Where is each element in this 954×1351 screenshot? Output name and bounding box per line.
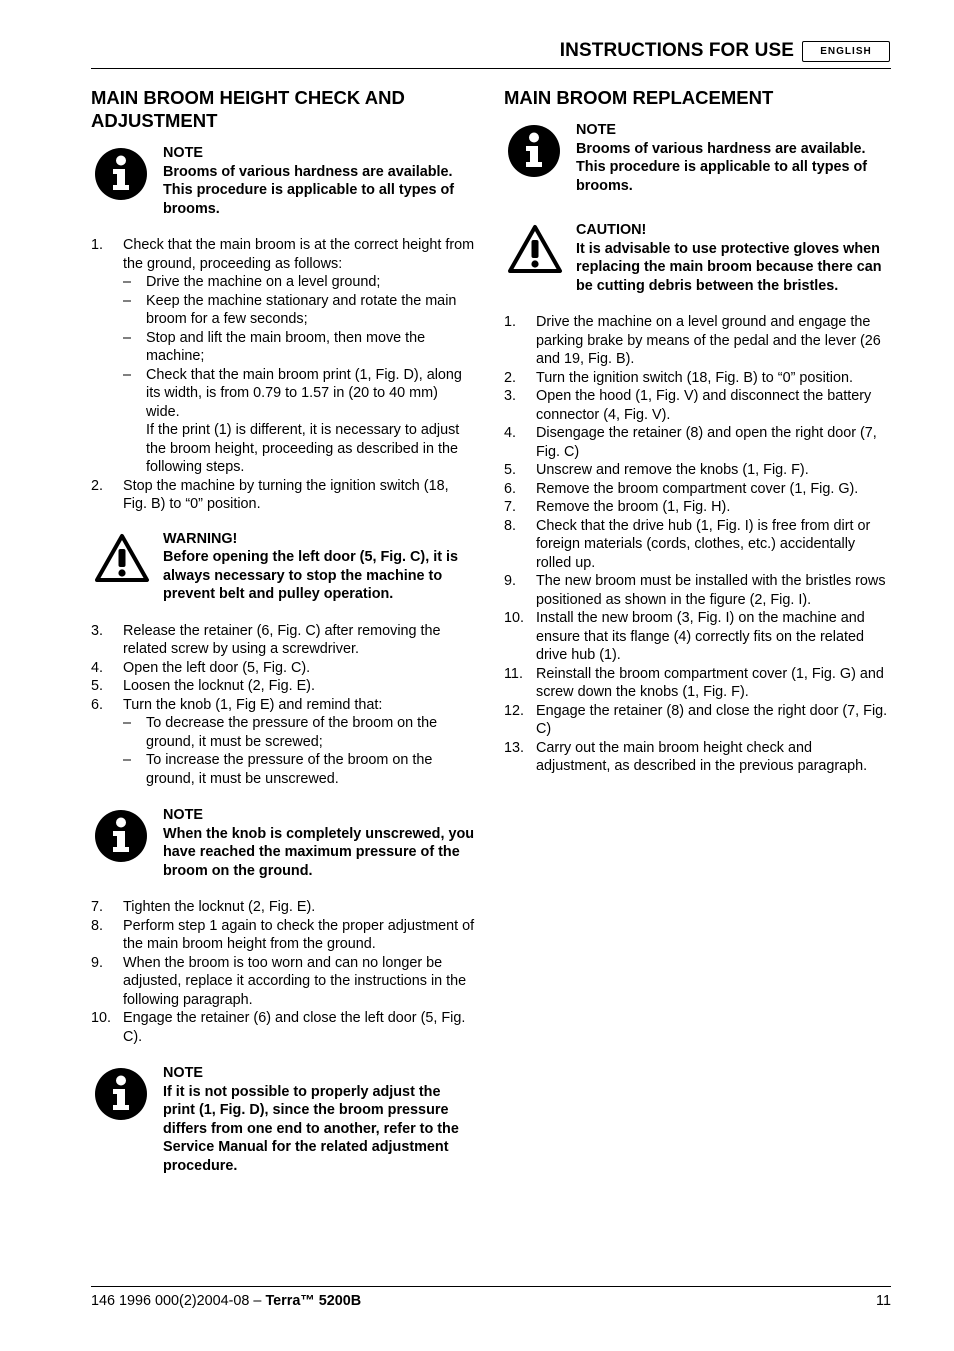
sub-item: – Check that the main broom print (1, Fig. D), along its width, is from 0.79 to 1.57 in (20 to 40 mm) wide. If the print (1) is different, it is necessary to adjust the broom height, proceeding as described in the following steps.: [123, 366, 475, 477]
step-text: When the broom is too worn and can no longer be adjusted, replace it according to the instructions in the following paragraph.: [123, 954, 467, 1008]
note-title: NOTE: [576, 122, 616, 138]
sub-item-text: To increase the pressure of the broom on the ground, it must be unscrewed.: [146, 752, 433, 787]
step-text: The new broom must be installed with the bristles rows positioned as shown in the figure (2, Fig. I).: [536, 573, 886, 608]
note-box: [91, 144, 475, 218]
footer-doc-code: 146 1996 000(2)2004-08 –: [91, 1293, 266, 1309]
note-text: Brooms of various hardness are available. This procedure is applicable to all types of brooms.: [576, 140, 868, 194]
list-item: [91, 917, 475, 954]
step-text: Perform step 1 again to check the proper adjustment of the main broom height from the ground.: [123, 917, 475, 952]
step-text: Stop the machine by turning the ignition switch (18, Fig. B) to “0” position.: [123, 477, 449, 512]
list-item: [504, 424, 888, 461]
step-number: 7.: [504, 499, 517, 515]
sub-item: – Stop and lift the main broom, then move the machine;: [123, 329, 426, 364]
section-heading-replacement: MAIN BROOM REPLACEMENT: [504, 87, 774, 108]
step-text: Install the new broom (3, Fig. I) on the machine and ensure that its flange (4) correctly fits on the related drive hub (1).: [536, 610, 865, 663]
step-number: 3.: [91, 622, 104, 639]
step-number: 8.: [504, 517, 517, 534]
step-text: Remove the broom (1, Fig. H).: [536, 499, 731, 515]
note-box: [91, 1064, 475, 1175]
sub-item-text: Stop and lift the main broom, then move the machine;: [146, 329, 426, 364]
step-text: Drive the machine on a level ground and engage the parking brake by means of the pedal and the lever (26 and 19, Fig. B).: [536, 314, 881, 367]
list-item: [504, 480, 888, 499]
list-item: [91, 1009, 475, 1046]
list-item: [504, 387, 888, 424]
step-text: Check that the drive hub (1, Fig. I) is free from dirt or foreign materials (cords, clothes, etc.) accidentally rolled up.: [536, 517, 871, 571]
list-item: [504, 572, 888, 609]
header-title: INSTRUCTIONS FOR USE: [559, 40, 794, 61]
step-number: 13.: [504, 739, 525, 756]
step-text: Check that the main broom is at the correct height from the ground, proceeding as follows:: [123, 237, 475, 272]
step-number: 11.: [504, 665, 523, 682]
step-text: Engage the retainer (6) and close the left door (5, Fig. C).: [123, 1010, 466, 1045]
step-number: 5.: [91, 678, 104, 694]
step-number: 5.: [504, 462, 517, 478]
step-number: 9.: [504, 573, 517, 589]
step-number: 10.: [504, 610, 525, 626]
step-text: Release the retainer (6, Fig. C) after removing the related screw by using a screwdriver.: [123, 622, 441, 657]
list-item: [504, 517, 888, 573]
note-title: NOTE: [163, 1065, 203, 1081]
list-item: [504, 665, 888, 702]
info-icon: [94, 147, 148, 207]
list-item: [504, 702, 888, 739]
step-number: 9.: [91, 954, 104, 971]
step-text: Loosen the locknut (2, Fig. E).: [123, 678, 315, 694]
step-number: 12.: [504, 702, 525, 719]
sub-list: [123, 273, 475, 477]
step-number: 10.: [91, 1010, 112, 1026]
step-number: 4.: [504, 425, 517, 441]
note-title: NOTE: [163, 807, 203, 823]
warning-text: Before opening the left door (5, Fig. C), it is always necessary to stop the machine to prevent belt and pulley operation.: [163, 549, 459, 602]
sub-item: – Keep the machine stationary and rotate the main broom for a few seconds;: [123, 292, 457, 327]
info-icon: [94, 1067, 148, 1127]
list-item: [91, 696, 475, 789]
steps-list: [504, 313, 888, 776]
page-header: [91, 38, 891, 69]
note-box: [504, 121, 888, 195]
note-text: When the knob is completely unscrewed, you have reached the maximum pressure of the broom on the ground.: [163, 825, 475, 879]
step-number: 4.: [91, 659, 104, 676]
page-number: 11: [876, 1293, 891, 1309]
step-text: Reinstall the broom compartment cover (1, Fig. G) and screw down the knobs (1, Fig. F).: [536, 665, 884, 700]
warning-box: [91, 530, 475, 604]
note-text: If it is not possible to properly adjust the print (1, Fig. D), since the broom pressure differs from one end to another, refer to the Service Manual for the related adjustment procedure.: [163, 1083, 459, 1174]
step-text: Tighten the locknut (2, Fig. E).: [123, 899, 316, 915]
step-text: Open the hood (1, Fig. V) and disconnect the battery connector (4, Fig. V).: [536, 388, 872, 423]
sub-item-text: To decrease the pressure of the broom on the ground, it must be screwed;: [146, 715, 438, 750]
step-number: 1.: [91, 237, 104, 253]
list-item: [504, 313, 888, 369]
sub-item-note: If the print (1) is different, it is necessary to adjust the broom height, proceeding as described in the following steps.: [146, 422, 460, 475]
step-text: Remove the broom compartment cover (1, Fig. G).: [536, 480, 859, 497]
list-item: [504, 461, 888, 480]
step-number: 3.: [504, 388, 517, 404]
list-item: [91, 659, 475, 678]
section-heading-height-check: MAIN BROOM HEIGHT CHECK AND ADJUSTMENT: [91, 87, 405, 131]
list-item: [504, 609, 888, 665]
sub-item-text: Check that the main broom print (1, Fig. D), along its width, is from 0.79 to 1.57 in (20 to 40 mm) wide.: [146, 366, 462, 420]
step-number: 7.: [91, 899, 104, 915]
list-item: [91, 677, 475, 696]
list-item: [91, 477, 475, 514]
info-icon: [94, 809, 148, 869]
step-number: 6.: [504, 480, 517, 497]
list-item: [91, 954, 475, 1010]
sub-list: [123, 714, 475, 788]
steps-list: [91, 622, 475, 789]
caution-box: [504, 221, 888, 295]
list-item: [504, 498, 888, 517]
step-text: Unscrew and remove the knobs (1, Fig. F).: [536, 462, 809, 478]
steps-list: [91, 236, 475, 514]
steps-list: [91, 898, 475, 1046]
warning-icon: [94, 533, 150, 589]
warning-title: WARNING!: [163, 530, 238, 547]
step-number: 1.: [504, 314, 517, 330]
step-number: 2.: [91, 477, 104, 494]
step-text: Turn the knob (1, Fig E) and remind that:: [123, 696, 383, 713]
sub-item: – Drive the machine on a level ground;: [123, 274, 381, 290]
list-item: [504, 739, 888, 776]
footer-product: Terra™ 5200B: [265, 1293, 362, 1309]
page-footer: [91, 1286, 891, 1309]
sub-item-text: Drive the machine on a level ground;: [146, 274, 381, 290]
step-text: Open the left door (5, Fig. C).: [123, 659, 311, 676]
list-item: [91, 236, 475, 477]
caution-title: CAUTION!: [576, 222, 647, 238]
step-text: Turn the ignition switch (18, Fig. B) to “0” position.: [536, 369, 853, 386]
list-item: [91, 622, 475, 659]
step-number: 2.: [504, 369, 517, 386]
right-column: [504, 86, 888, 794]
note-title: NOTE: [163, 145, 203, 161]
step-text: Carry out the main broom height check and adjustment, as described in the previous paragraph.: [536, 739, 868, 774]
list-item: [504, 369, 888, 388]
note-box: [91, 806, 475, 880]
list-item: [91, 898, 475, 917]
info-icon: [507, 124, 561, 184]
warning-icon: [507, 224, 563, 280]
caution-text: It is advisable to use protective gloves when replacing the main broom because there can be cutting debris between the bristles.: [576, 240, 882, 294]
step-number: 8.: [91, 917, 104, 934]
left-column: [91, 86, 475, 1193]
language-badge: ENGLISH: [802, 41, 890, 62]
note-text: Brooms of various hardness are available. This procedure is applicable to all types of brooms.: [163, 163, 455, 217]
step-text: Disengage the retainer (8) and open the right door (7, Fig. C): [536, 425, 877, 460]
sub-item: – To increase the pressure of the broom on the ground, it must be unscrewed.: [123, 752, 433, 787]
step-text: Engage the retainer (8) and close the right door (7, Fig. C): [536, 702, 888, 737]
step-number: 6.: [91, 696, 104, 713]
sub-item: – To decrease the pressure of the broom on the ground, it must be screwed;: [123, 715, 438, 750]
sub-item-text: Keep the machine stationary and rotate the main broom for a few seconds;: [146, 292, 457, 327]
footer-doc-info: [91, 1293, 361, 1309]
